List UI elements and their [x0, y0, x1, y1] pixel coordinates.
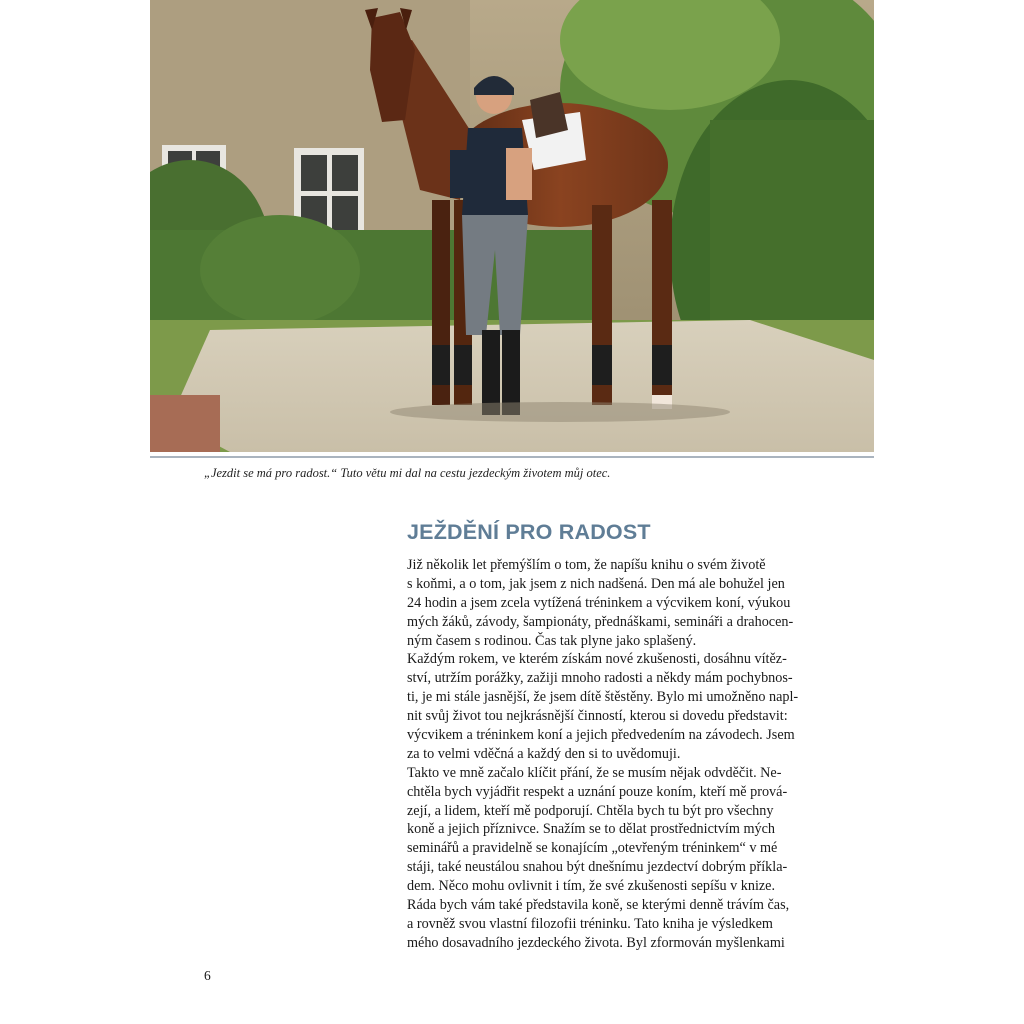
section-heading: JEŽDĚNÍ PRO RADOST	[407, 520, 651, 544]
body-line: mého dosavadního jezdeckého života. Byl zformován myšlenkami	[407, 934, 785, 951]
body-line: výcvikem a tréninkem koní a jejich předvedením na závodech. Jsem	[407, 727, 795, 744]
body-line: zejí, a lidem, kteří mě podporují. Chtěla bych tu být pro všechny	[407, 802, 774, 819]
body-line: ti, je mi stále jasnější, že jsem dítě štěstěny. Bylo mi umožněno napl-	[407, 689, 799, 706]
body-line: koně a jejich příznivce. Snažím se to dělat prostřednictvím mých	[407, 821, 775, 838]
page-number: 6	[204, 968, 211, 983]
body-line: s koňmi, a o tom, jak jsem z nich nadšená. Den má ale bohužel jen	[407, 575, 785, 592]
caption-divider	[150, 456, 874, 458]
body-line: dem. Něco mohu ovlivnit i tím, že své zkušenosti sepíšu v knize.	[407, 878, 776, 895]
body-line: Takto ve mně začalo klíčit přání, že se musím nějak odvděčit. Ne-	[407, 764, 782, 781]
body-line: 24 hodin a jsem zcela vytížená tréninkem a výcvikem koní, výukou	[407, 594, 791, 611]
body-line: Každým rokem, ve kterém získám nové zkušenosti, dosáhnu vítěz-	[407, 651, 787, 668]
body-line: Již několik let přemýšlím o tom, že napíšu knihu o svém životě	[407, 557, 766, 573]
body-line: ství, utržím porážky, zažiji mnoho radosti a někdy mám pochybnos-	[407, 670, 793, 687]
body-line: chtěla bych vyjádřit respekt a uznání pouze koním, kteří mě prová-	[407, 783, 788, 800]
body-line: a rovněž svou vlastní filozofii tréninku. Tato kniha je výsledkem	[407, 915, 773, 932]
body-line: ným časem s rodinou. Čas tak plyne jako splašený.	[407, 632, 697, 649]
body-line: seminářů a pravidelně se konajícím „otevřeným tréninkem“ v mé	[407, 840, 778, 857]
photo-caption: „Jezdit se má pro radost.“ Tuto větu mi dal na cestu jezdeckým životem můj otec.	[204, 466, 611, 480]
body-text	[407, 556, 847, 953]
body-line: nit svůj život tou nejkrásnější činností, kterou si dovedu představit:	[407, 708, 788, 725]
body-line: Ráda bych vám také představila koně, se kterými denně trávím čas,	[407, 897, 790, 914]
body-line: stáji, také neustálou snahou být dnešnímu jezdectví dobrým příkla-	[407, 859, 788, 876]
body-line: mých žáků, závody, šampionáty, přednáškami, semináři a drahocen-	[407, 613, 794, 630]
rider-with-horse-photo	[150, 0, 874, 452]
body-line: za to velmi vděčná a každý den si to uvědomuji.	[407, 745, 681, 762]
